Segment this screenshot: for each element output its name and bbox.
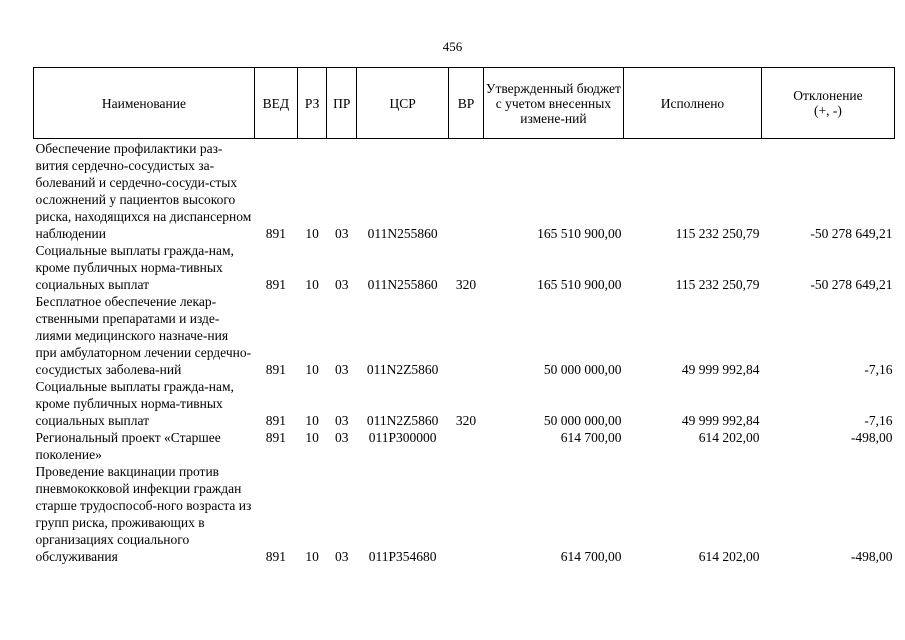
- row-deviation: -50 278 649,21: [810, 226, 893, 241]
- row-pr: 03: [335, 226, 349, 241]
- row-vr: 320: [455, 413, 477, 428]
- row-name: Социальные выплаты гражда-нам, кроме публичных норма-тивных социальных выплат: [35, 379, 234, 428]
- row-budget: 614 700,00: [560, 549, 622, 564]
- row-csr: 011P300000: [368, 430, 437, 445]
- row-pr: 03: [335, 430, 349, 445]
- row-rz: 10: [305, 413, 319, 428]
- table-row: [34, 378, 895, 429]
- row-ved: 891: [265, 277, 286, 292]
- row-name: Проведение вакцинации против пневмококковой инфекции граждан старше трудоспособ-ного возраста из групп риска, проживающих в организациях социального обслуживания: [35, 464, 252, 564]
- row-ved: 891: [265, 430, 286, 445]
- row-pr: 03: [335, 413, 349, 428]
- row-vr: [449, 463, 484, 565]
- row-budget: 614 700,00: [560, 430, 622, 445]
- row-executed: 614 202,00: [698, 549, 760, 564]
- header-csr: ЦСР: [357, 68, 449, 139]
- row-pr: 03: [335, 277, 349, 292]
- row-csr: 011N2Z5860: [366, 362, 439, 377]
- header-deviation: [761, 68, 894, 139]
- row-vr: 320: [455, 277, 477, 292]
- row-rz: 10: [305, 549, 319, 564]
- row-deviation: -498,00: [850, 430, 893, 445]
- header-rz: РЗ: [297, 68, 327, 139]
- row-executed: 49 999 992,84: [681, 362, 760, 377]
- row-ved: 891: [265, 549, 286, 564]
- row-vr: [449, 139, 484, 243]
- row-budget: 50 000 000,00: [543, 413, 622, 428]
- row-rz: 10: [305, 226, 319, 241]
- row-executed: 614 202,00: [698, 430, 760, 445]
- row-deviation: -498,00: [850, 549, 893, 564]
- row-ved: 891: [265, 413, 286, 428]
- header-executed: Исполнено: [623, 68, 761, 139]
- budget-table: [33, 67, 895, 565]
- row-deviation: -7,16: [864, 362, 893, 377]
- header-pr: ПР: [327, 68, 357, 139]
- table-row: [34, 139, 895, 243]
- table-row: [34, 293, 895, 378]
- header-ved: ВЕД: [254, 68, 297, 139]
- table-row: [34, 242, 895, 293]
- row-csr: 011N2Z5860: [366, 413, 439, 428]
- row-csr: 011N255860: [367, 277, 438, 292]
- row-executed: 115 232 250,79: [675, 277, 760, 292]
- table-row: [34, 463, 895, 565]
- row-rz: 10: [305, 362, 319, 377]
- row-executed: 49 999 992,84: [681, 413, 760, 428]
- row-executed: 115 232 250,79: [675, 226, 760, 241]
- row-rz: 10: [305, 430, 319, 445]
- row-deviation: -7,16: [864, 413, 893, 428]
- page-number: 456: [442, 39, 463, 54]
- row-csr: 011P354680: [368, 549, 437, 564]
- row-deviation: -50 278 649,21: [810, 277, 893, 292]
- row-name: Обеспечение профилактики раз-вития сердечно-сосудистых за-болеваний и сердечно-сосуди-стых осложнений у пациентов высокого риска, находящихся на диспансерном наблюдении: [35, 141, 252, 241]
- row-name: Бесплатное обеспечение лекар-ственными препаратами и изде-лиями медицинского назначе-ния при амбулаторном лечении сердечно-сосудистых заболева-ний: [35, 294, 252, 377]
- row-csr: 011N255860: [367, 226, 438, 241]
- row-pr: 03: [335, 549, 349, 564]
- header-deviation-line2: (+, -): [814, 103, 842, 118]
- row-budget: 50 000 000,00: [543, 362, 622, 377]
- row-pr: 03: [335, 362, 349, 377]
- row-name: Региональный проект «Старшее поколение»: [35, 430, 221, 462]
- row-budget: 165 510 900,00: [537, 277, 622, 292]
- table-row: [34, 429, 895, 463]
- row-vr: [449, 429, 484, 463]
- header-name: Наименование: [34, 68, 255, 139]
- header-budget: Утвержденный бюджет с учетом внесенных измене-ний: [483, 68, 623, 139]
- header-vr: ВР: [449, 68, 484, 139]
- row-name: Социальные выплаты гражда-нам, кроме публичных норма-тивных социальных выплат: [35, 243, 234, 292]
- row-vr: [449, 293, 484, 378]
- table-header-row: [34, 68, 895, 139]
- row-ved: 891: [265, 362, 286, 377]
- row-ved: 891: [265, 226, 286, 241]
- row-budget: 165 510 900,00: [537, 226, 622, 241]
- header-deviation-line1: Отклонение: [793, 88, 863, 103]
- row-rz: 10: [305, 277, 319, 292]
